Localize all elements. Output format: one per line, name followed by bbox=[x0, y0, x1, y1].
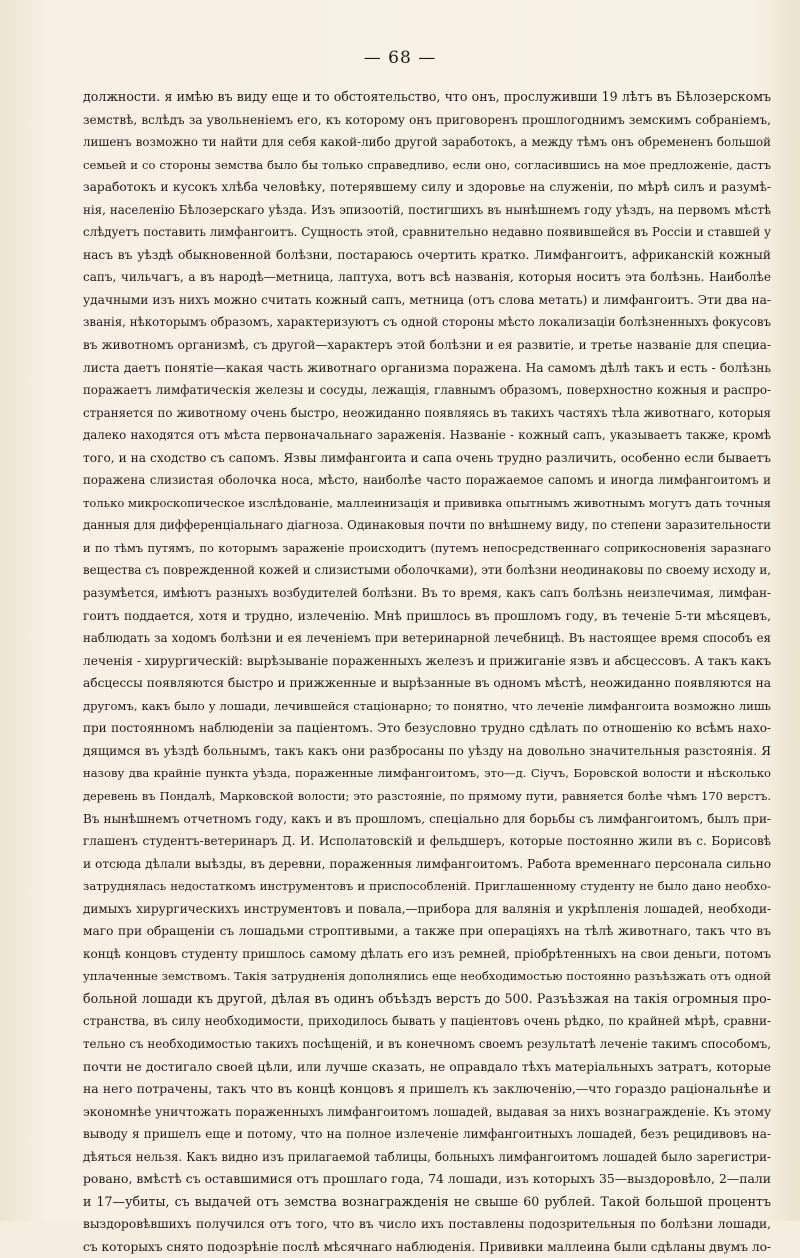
text-line: другомъ, какъ было у лошади, лечившейся стаціонарно; то понятно, что леченіе лимфангоита возможно лишь bbox=[83, 698, 771, 713]
text-line: листа даетъ понятіе—какая часть животнаго организма поражена. На самомъ дѣлѣ такъ и есть - болѣзнь bbox=[83, 360, 771, 375]
text-line: выздоровѣвшихъ получился отъ того, что въ число ихъ поставлены подозрительныя по болѣзни лошади, bbox=[83, 1217, 771, 1232]
text-line: дѣяться нельзя. Какъ видно изъ прилагаемой таблицы, больныхъ лимфангоитомъ лошадей было зарегистри- bbox=[83, 1149, 771, 1164]
text-line: затруднялась недостаткомъ инструментовъ и приспособленій. Приглашенному студенту не было дано необхо- bbox=[83, 879, 771, 894]
text-line: и по тѣмъ путямъ, по которымъ зараженіе происходитъ (путемъ непосредственнаго соприкосновенія заразнаго bbox=[83, 540, 771, 555]
text-line: насъ въ уѣздѣ обыкновенной болѣзни, постараюсь очертить кратко. Лимфангоитъ, африканскій кожный bbox=[83, 247, 771, 262]
text-line: страняется по животному очень быстро, неожиданно появляясь въ такихъ частяхъ тѣла животнаго, которыя bbox=[83, 405, 771, 420]
text-line: слѣдуетъ поставить лимфангоитъ. Сущность этой, сравнительно недавно появившейся въ Россіи и ставшей у bbox=[83, 225, 771, 240]
text-line: Въ нынѣшнемъ отчетномъ году, какъ и въ прошломъ, спеціально для борьбы съ лимфангоитомъ, былъ при- bbox=[83, 811, 771, 826]
text-line: дящимся въ уѣздѣ больнымъ, такъ какъ они разбросаны по уѣзду на довольно значительныя разстоянія. Я bbox=[83, 743, 771, 758]
text-line: деревень въ Пондалѣ, Марковской волости; это разстояніе, по прямому пути, равняется болѣе чѣмъ 170 верстъ. bbox=[83, 788, 771, 803]
text-line: нія, населенію Бѣлозерскаго уѣзда. Изъ эпизоотій, постигшихъ въ нынѣшнемъ году уѣздъ, на первомъ мѣстѣ bbox=[83, 202, 771, 217]
text-line: данныя для дифференціальнаго діагноза. Одинаковыя почти по внѣшнему виду, по степени заразительности bbox=[83, 518, 771, 533]
text-line: лишенъ возможно ти найти для себя какой-либо другой заработокъ, а между тѣмъ онъ обремененъ большой bbox=[83, 135, 771, 150]
text-line: удачными изъ нихъ можно считать кожный сапъ, метница (отъ слова метать) и лимфангоитъ. Эти два на- bbox=[83, 292, 771, 307]
text-line: странства, въ силу необходимости, приходилось бывать у паціентовъ очень рѣдко, по крайней мѣрѣ, сравни- bbox=[83, 1014, 771, 1029]
text-line: семьей и со стороны земства было бы только справедливо, если оно, согласившись на мое предложеніе, дастъ bbox=[83, 157, 771, 172]
text-line: почти не достигало своей цѣли, или лучше сказать, не оправдало тѣхъ матеріальныхъ затратъ, которые bbox=[83, 1058, 771, 1074]
page-number: — 68 — bbox=[363, 48, 437, 68]
body-text bbox=[83, 86, 772, 1254]
text-line: выводу я пришелъ еще и потому, что на полное излеченіе лимфангоитныхъ лошадей, безъ рецидивовъ на- bbox=[83, 1127, 771, 1142]
text-line: леченія - хирургическій: вырѣзываніе пораженныхъ железъ и прижиганіе язвъ и абсцессовъ. А такъ какъ bbox=[83, 653, 771, 668]
text-line: поражаетъ лимфатическія железы и сосуды, лежащія, главнымъ образомъ, поверхностно кожныя и распро- bbox=[83, 383, 771, 398]
text-line: ровано, вмѣстѣ съ оставшимися отъ прошлаго года, 74 лошади, изъ которыхъ 35—выздоровѣло, 2—пали bbox=[83, 1171, 771, 1187]
text-line: на него потрачены, такъ что въ концѣ концовъ я пришелъ къ заключенію,—что гораздо раціональнѣе и bbox=[83, 1081, 771, 1097]
text-line: маго при обращеніи съ лошадьми строптивыми, а также при операціяхъ на тѣлѣ животнаго, такъ что въ bbox=[83, 924, 771, 939]
text-line: и отсюда дѣлали выѣзды, въ деревни, пораженныя лимфангоитомъ. Работа временнаго персонала сильно bbox=[83, 856, 772, 871]
text-line: съ которыхъ снято подозрѣніе послѣ мѣсячнаго наблюденія. Прививки маллеина были сдѣланы двумъ ло- bbox=[83, 1239, 772, 1254]
text-line: больной лошади къ другой, дѣлая въ одинъ объѣздъ верстъ до 500. Разъѣзжая на такія огромныя про- bbox=[83, 990, 771, 1006]
text-line: поражена слизистая оболочка носа, мѣсто, наиболѣе часто поражаемое сапомъ и иногда лимфангоитомъ и bbox=[83, 473, 771, 488]
text-line: далеко находятся отъ мѣста первоначальнаго зараженія. Названіе - кожный сапъ, указываетъ также, кромѣ bbox=[83, 428, 771, 443]
text-line: сапъ, чильчагъ, а въ народѣ—метница, лаптуха, вотъ всѣ названія, которыя носитъ эта болѣзнь. Наиболѣе bbox=[83, 270, 771, 285]
text-line: въ животномъ организмѣ, съ другой—характеръ этой болѣзни и ея развитіе, и третье названіе для специа- bbox=[83, 338, 771, 353]
text-line: заработокъ и кусокъ хлѣба человѣку, потерявшему силу и здоровье на служеніи, по мѣрѣ силъ и разумѣ- bbox=[83, 180, 771, 195]
text-line: только микроскопическое изслѣдованіе, маллеинизація и прививка опытнымъ животнымъ могутъ дать точныя bbox=[83, 495, 771, 510]
text-line: гоитъ поддается, хотя и трудно, излеченію. Мнѣ пришлось въ прошломъ году, въ теченіе 5-ти мѣсяцевъ, bbox=[83, 608, 771, 623]
text-line: и 17—убиты, съ выдачей отъ земства вознагражденія не свыше 60 рублей. Такой большой процентъ bbox=[83, 1193, 771, 1209]
text-line: наблюдать за ходомъ болѣзни и ея леченіемъ при ветеринарной лечебницѣ. Въ настоящее время способъ ея bbox=[83, 631, 771, 646]
text-line: абсцессы появляются быстро и прижженные и вырѣзанные въ одномъ мѣстѣ, неожиданно появляются на bbox=[83, 676, 772, 691]
text-line: того, и на сходство съ сапомъ. Язвы лимфангоита и сапа очень трудно различить, особенно если бываетъ bbox=[83, 450, 771, 465]
text-line: глашенъ студентъ-ветеринаръ Д. И. Исполатовскій и фельдшеръ, которые постоянно жили въ с. Борисовѣ bbox=[83, 834, 771, 849]
text-line: уплаченные земствомъ. Такія затрудненія дополнялись еще необходимостью постоянно разъѣзжать отъ одной bbox=[83, 969, 771, 984]
text-line: экономнѣе уничтожать пораженныхъ лимфангоитомъ лошадей, выдавая за нихъ вознагражденіе. Къ этому bbox=[83, 1104, 771, 1119]
text-line: званія, нѣкоторымъ образомъ, характеризуютъ съ одной стороны мѣсто локализаціи болѣзненныхъ фокусовъ bbox=[83, 315, 771, 330]
text-line: димыхъ хирургическихъ инструментовъ и повала,—прибора для валянія и укрѣпленія лошадей, необходи- bbox=[83, 901, 771, 916]
text-line: земствѣ, вслѣдъ за увольненіемъ его, къ которому онъ приговоренъ прошлогоднимъ земскимъ собраніемъ, bbox=[83, 112, 771, 127]
text-line: тельно съ необходимостью такихъ посѣщеній, и въ конечномъ своемъ результатѣ леченіе такимъ способомъ, bbox=[83, 1036, 771, 1051]
text-line: назову два крайніе пункта уѣзда, пораженные лимфангоитомъ, это—д. Сіучъ, Боровской волости и нѣсколько bbox=[83, 766, 771, 781]
text-line: должности. я имѣю въ виду еще и то обстоятельство, что онъ, прослуживши 19 лѣтъ въ Бѣлозерскомъ bbox=[83, 89, 771, 104]
text-line: вещества съ поврежденной кожей и слизистыми оболочками), эти болѣзни неодинаковы по своему исходу и, bbox=[83, 563, 771, 578]
text-line: концѣ концовъ студенту пришлось самому дѣлать его изъ ремней, пріобрѣтенныхъ на свои деньги, потомъ bbox=[83, 946, 771, 961]
text-line: при постоянномъ наблюденіи за паціентомъ. Это безусловно трудно сдѣлать по отношенію ко всѣмъ нахо- bbox=[83, 721, 771, 736]
text-line: разумѣется, имѣютъ разныхъ возбудителей болѣзни. Въ то время, какъ сапъ болѣзнь неизлечимая, лимфан- bbox=[83, 586, 771, 601]
